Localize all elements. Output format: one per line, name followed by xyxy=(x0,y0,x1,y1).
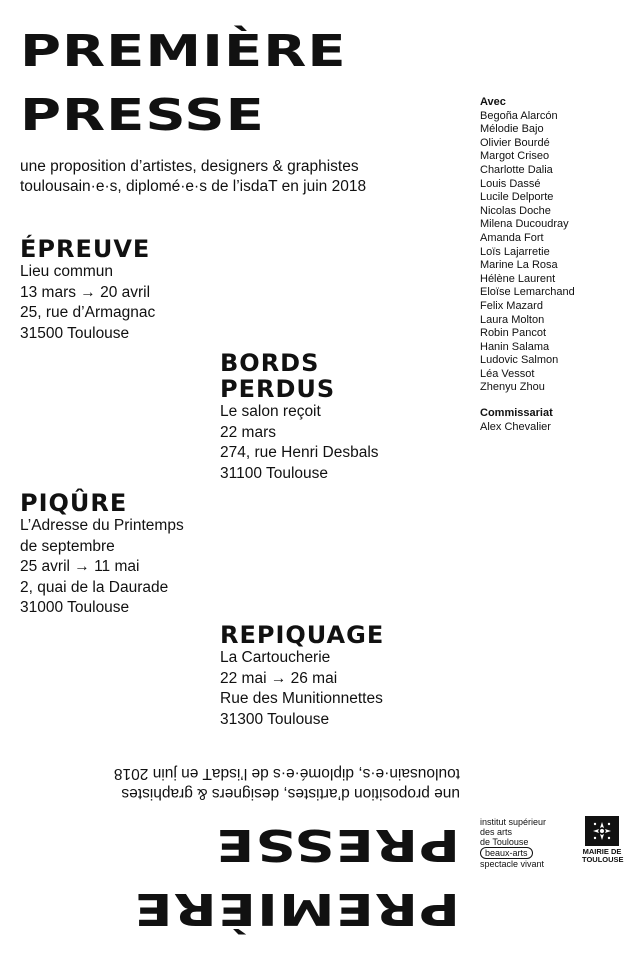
section-line: Rue des Munitionnettes xyxy=(220,690,383,707)
tagline-line: toulousain·e·s, diplomé·e·s de l’isdaT en juin 2018 xyxy=(113,765,460,782)
section-line: 13 mars → 20 avril xyxy=(20,283,151,301)
inverted-title-presse: PRESSE xyxy=(215,819,460,870)
section-line: 31300 Toulouse xyxy=(220,710,330,728)
section-line: 31100 Toulouse xyxy=(220,464,329,482)
tagline xyxy=(20,157,366,197)
section-line: 274, rue Henri Desbals xyxy=(220,444,379,461)
title-presse: PRESSE xyxy=(20,90,265,141)
section-title: ÉPREUVE xyxy=(20,235,151,263)
section-line: Le salon reçoit xyxy=(220,403,321,420)
section-title: BORDS xyxy=(220,349,320,377)
artist-name: Loïs Lajarretie xyxy=(480,245,550,258)
section-line: L’Adresse du Printemps xyxy=(20,517,184,534)
section-line: 25, rue d’Armagnac xyxy=(20,304,156,321)
artist-name: Mélodie Bajo xyxy=(480,123,544,136)
section-line: 22 mars xyxy=(220,423,276,441)
occitan-cross-icon xyxy=(585,816,619,846)
artist-name: Charlotte Dalia xyxy=(480,163,553,176)
artist-name: Amanda Fort xyxy=(480,231,544,244)
curator-name: Alex Chevalier xyxy=(480,420,551,433)
artist-name: Louis Dassé xyxy=(480,177,541,190)
institute-pill: beaux-arts xyxy=(480,847,533,859)
artist-name: Ludovic Salmon xyxy=(480,354,559,367)
inverted-tagline xyxy=(114,763,460,803)
section-line: 31000 Toulouse xyxy=(20,599,130,616)
section-line: Lieu commun xyxy=(20,263,114,280)
artist-name: Felix Mazard xyxy=(480,299,543,312)
institute-line: spectacle vivant xyxy=(480,859,545,869)
artist-name: Margot Criseo xyxy=(480,150,550,163)
section-repiquage xyxy=(220,622,384,730)
tagline-line: toulousain·e·s, diplomé·e·s de l’isdaT en juin 2018 xyxy=(20,178,367,195)
artist-name: Nicolas Doche xyxy=(480,204,551,217)
artist-name: Milena Ducoudray xyxy=(480,218,569,231)
institute-line: institut supérieur xyxy=(480,817,547,827)
section-line: de septembre xyxy=(20,537,115,555)
artists-heading: Avec xyxy=(480,96,506,108)
title-premiere: PREMIÈRE xyxy=(20,26,347,77)
mairie-line: TOULOUSE xyxy=(582,855,624,864)
artist-name: Marine La Rosa xyxy=(480,259,558,272)
institute-line: des arts xyxy=(480,827,513,837)
artist-name: Hélène Laurent xyxy=(480,272,556,285)
inverted-title-premiere: PREMIÈRE xyxy=(133,883,460,934)
artist-name: Léa Vessot xyxy=(480,367,535,380)
section-epreuve xyxy=(20,236,155,344)
artist-name: Zhenyu Zhou xyxy=(480,381,545,394)
section-piqure xyxy=(20,490,184,619)
section-line: 31500 Toulouse xyxy=(20,324,130,342)
artists-list xyxy=(480,96,575,434)
curator-heading: Commissariat xyxy=(480,407,553,420)
artist-name: Eloïse Lemarchand xyxy=(480,286,575,299)
artist-name: Begoña Alarcón xyxy=(480,109,558,122)
artist-name: Lucile Delporte xyxy=(480,191,554,204)
inverted-title-block xyxy=(0,750,480,960)
artist-name: Olivier Bourdé xyxy=(480,136,550,149)
tagline-line: une proposition d’artistes, designers & graphistes xyxy=(20,158,359,175)
section-line: 22 mai → 26 mai xyxy=(220,669,338,687)
artist-name: Hanin Salama xyxy=(480,340,550,353)
section-bords-perdus xyxy=(220,350,379,484)
artist-name: Robin Pancot xyxy=(480,327,547,340)
institute-line: de Toulouse xyxy=(480,837,529,847)
tagline-line: une proposition d’artistes, designers & graphistes xyxy=(121,785,460,802)
mairie-logo xyxy=(582,816,622,864)
section-title: PERDUS xyxy=(220,375,336,403)
isdat-logo xyxy=(480,817,572,869)
mairie-line: MAIRIE DE xyxy=(582,847,622,856)
section-line: La Cartoucherie xyxy=(220,649,331,666)
section-title: PIQÛRE xyxy=(20,489,128,517)
section-line: 2, quai de la Daurade xyxy=(20,578,169,596)
section-title: REPIQUAGE xyxy=(220,621,385,649)
artist-name: Laura Molton xyxy=(480,313,545,326)
section-line: 25 avril → 11 mai xyxy=(20,558,140,575)
